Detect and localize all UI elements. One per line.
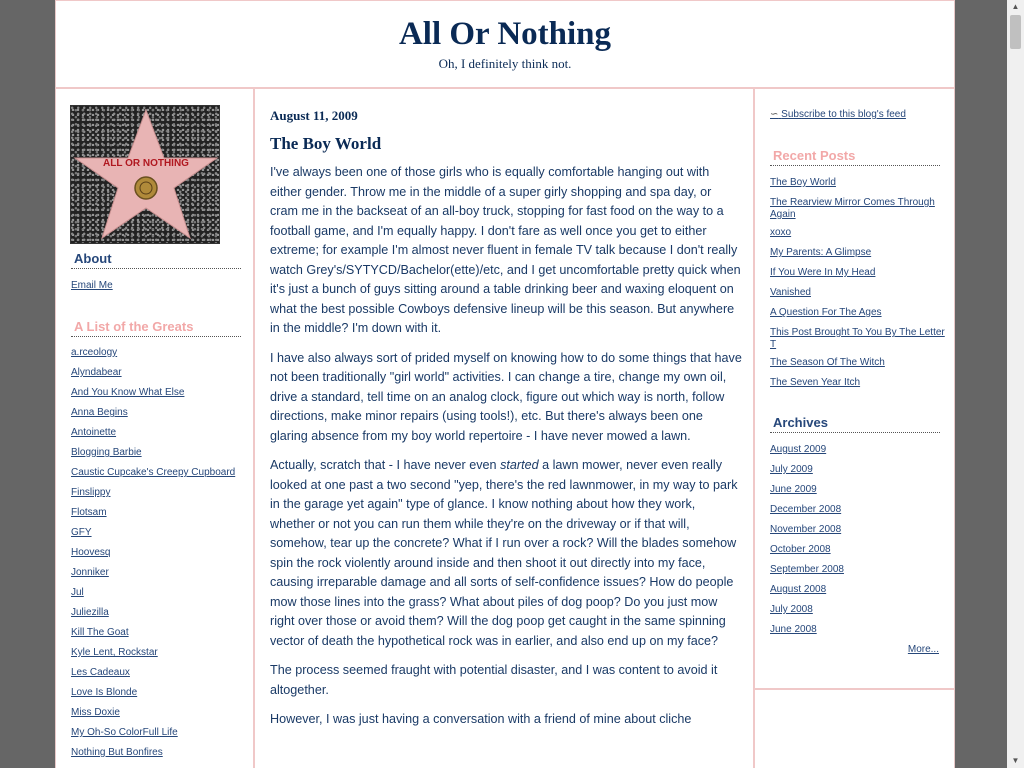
recent-post-link[interactable]: xoxo — [770, 227, 792, 238]
blog-title[interactable]: All Or Nothing — [398, 16, 612, 52]
greats-link[interactable]: Jul — [71, 587, 84, 598]
subscribe-label: Subscribe to this blog's feed — [781, 109, 906, 120]
greats-link[interactable]: My Oh-So ColorFull Life — [71, 727, 178, 738]
greats-link[interactable]: Hoovesq — [71, 547, 111, 558]
greats-link[interactable]: Kill The Goat — [71, 627, 129, 638]
archives-heading: Archives — [770, 415, 940, 433]
greats-link[interactable]: Alyndabear — [71, 367, 122, 378]
email-me-link[interactable]: Email Me — [71, 280, 113, 291]
star-icon — [71, 106, 220, 244]
greats-link[interactable]: Finslippy — [71, 487, 111, 498]
greats-link[interactable]: Blogging Barbie — [71, 447, 142, 458]
greats-list — [71, 347, 251, 767]
feed-icon: ∽ — [770, 109, 779, 120]
archive-link[interactable]: July 2009 — [770, 464, 813, 475]
scroll-up-icon[interactable]: ▲ — [1011, 2, 1020, 11]
recent-post-link[interactable]: The Season Of The Witch — [770, 357, 885, 368]
post-paragraph: I've always been one of those girls who is equally comfortable hanging out with either gender. Throw me in the middle of a super girly shopping and spa day, or cram me in the backseat of an all-boy truck, stopping for fast food on the way to a football game, and I'm equally happy. I don't fare as well once you get to either extreme; for example I'm almost never fluent in female TV talk because I don't really watch Grey's/SYTYCD/Bachelor(ette)/etc, and I get uncomfortable pretty quick when it's just a bunch of guys sitting around a table drinking beer and waxing eloquent on what the best possible Cowboys defensive lineup will be this season. But anywhere in the middle? I'm down with it. — [270, 165, 741, 335]
greats-link[interactable]: Les Cadeaux — [71, 667, 130, 678]
blog-header — [56, 0, 954, 89]
about-list — [71, 280, 251, 300]
recent-post-link[interactable]: The Seven Year Itch — [770, 377, 861, 388]
archive-link[interactable]: August 2009 — [770, 444, 827, 455]
about-heading: About — [71, 251, 241, 269]
post-paragraph: However, I was just having a conversation with a friend of mine about cliche — [270, 712, 692, 726]
archive-link[interactable]: June 2008 — [770, 624, 817, 635]
post-text: Actually, scratch that - I have never even — [270, 458, 501, 472]
archives-list — [770, 444, 950, 644]
greats-link[interactable]: Caustic Cupcake's Creepy Cupboard — [71, 467, 236, 478]
greats-link[interactable]: And You Know What Else — [71, 387, 185, 398]
blog-description: Oh, I definitely think not. — [438, 56, 572, 71]
post-paragraph: I have also always sort of prided myself on knowing how to do some things that have not been traditionally "girl world" activities. I can change a tire, change my own oil, drive a standard, tell time on an analog clock, figure out which way is north, follow directions, make minor repairs (using tools!), etc. But there's always been one glaring absence from my boy world repertoire - I have never mowed a lawn. — [270, 350, 742, 443]
archive-link[interactable]: October 2008 — [770, 544, 831, 555]
post-emphasis: started — [500, 458, 539, 472]
greats-link[interactable]: a.rceology — [71, 347, 118, 358]
page-scrollbar[interactable] — [1007, 0, 1024, 768]
archive-link[interactable]: November 2008 — [770, 524, 842, 535]
archive-link[interactable]: December 2008 — [770, 504, 842, 515]
scroll-down-icon[interactable]: ▼ — [1011, 756, 1020, 765]
archives-more-link[interactable]: More... — [907, 644, 939, 655]
recent-posts-list — [770, 177, 950, 397]
post-paragraph — [270, 456, 742, 651]
recent-post-link[interactable]: Vanished — [770, 287, 811, 298]
greats-link[interactable]: Juliezilla — [71, 607, 109, 618]
profile-image-text: ALL OR NOTHING — [103, 158, 189, 169]
recent-post-link[interactable]: The Rearview Mirror Comes Through Again — [770, 197, 935, 220]
greats-link[interactable]: Anna Begins — [71, 407, 128, 418]
post-date: August 11, 2009 — [270, 108, 358, 123]
greats-link[interactable]: Flotsam — [71, 507, 107, 518]
recent-posts-heading: Recent Posts — [770, 148, 940, 166]
archive-link[interactable]: August 2008 — [770, 584, 827, 595]
greats-link[interactable]: Antoinette — [71, 427, 117, 438]
archive-link[interactable]: June 2009 — [770, 484, 817, 495]
subscribe-link[interactable] — [770, 109, 906, 120]
greats-link[interactable]: GFY — [71, 527, 92, 538]
main-content — [255, 89, 755, 768]
post-paragraph: The process seemed fraught with potential disaster, and I was content to avoid it altogether. — [270, 663, 718, 697]
archive-link[interactable]: September 2008 — [770, 564, 844, 575]
scroll-thumb[interactable] — [1010, 15, 1021, 49]
recent-post-link[interactable]: The Boy World — [770, 177, 836, 188]
greats-heading: A List of the Greats — [71, 319, 241, 337]
greats-link[interactable]: Miss Doxie — [71, 707, 120, 718]
right-sidebar — [755, 89, 954, 690]
greats-link[interactable]: Love Is Blonde — [71, 687, 138, 698]
archive-link[interactable]: July 2008 — [770, 604, 813, 615]
recent-post-link[interactable]: This Post Brought To You By The Letter T — [770, 327, 945, 350]
greats-link[interactable]: Kyle Lent, Rockstar — [71, 647, 158, 658]
recent-post-link[interactable]: A Question For The Ages — [770, 307, 882, 318]
left-sidebar — [56, 89, 255, 768]
blog-page — [55, 0, 955, 768]
post-title[interactable]: The Boy World — [270, 134, 382, 153]
greats-link[interactable]: Nothing But Bonfires — [71, 747, 163, 758]
recent-post-link[interactable]: If You Were In My Head — [770, 267, 876, 278]
post-body — [270, 163, 742, 740]
profile-image — [70, 105, 220, 244]
greats-link[interactable]: Jonniker — [71, 567, 109, 578]
post-text: a lawn mower, never even really looked at one past a two second "yep, there's the red lawnmower, in my way to park in the garage yet again" type of glance. I know nothing about how they work, whether or not you can run them while they're on the driveway or if that will, somehow, tear up the concrete? What if I run over a rock? Will the blades somehow spin the rock violently around inside and then shoot it out directly into my face, causing irreparable damage and all sorts of self-confidence issues? How do people mow those lines into the grass? What about piles of dog poop? Do you just mow right over those or avoid them? Will the dog poop get caught in the same spinning vector of death the hypothetical rock was in earlier, and also end up on my face? — [270, 458, 738, 648]
recent-post-link[interactable]: My Parents: A Glimpse — [770, 247, 872, 258]
